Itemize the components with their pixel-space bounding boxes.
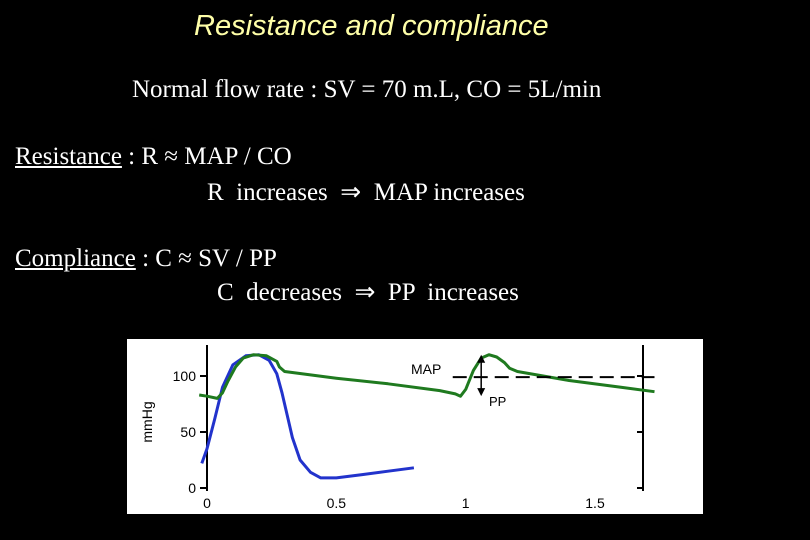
x-tick-label: 1 xyxy=(461,495,470,511)
resistance-formula: : R ≈ MAP / CO xyxy=(121,143,292,170)
compliance-term: Compliance xyxy=(15,245,136,272)
compliance-consequence: C decreases ⇒ PP increases xyxy=(217,279,519,306)
resistance-term: Resistance xyxy=(15,143,122,170)
compliance-formula: : C ≈ SV / PP xyxy=(135,245,277,272)
y-tick-label: 100 xyxy=(172,368,196,384)
x-tick-label: 0.5 xyxy=(326,495,347,511)
flow-rate-subtitle: Normal flow rate : SV = 70 m.L, CO = 5L/min xyxy=(132,76,602,103)
y-tick-label: 0 xyxy=(188,480,196,496)
y-tick-label: 50 xyxy=(180,424,196,440)
resistance-consequence: R increases ⇒ MAP increases xyxy=(207,179,525,206)
y-axis-label: mmHg xyxy=(139,401,155,443)
map-label: MAP xyxy=(411,361,442,377)
x-tick-label: 0 xyxy=(203,495,211,511)
pp-label: PP xyxy=(489,394,507,409)
slide-title: Resistance and compliance xyxy=(194,10,549,42)
x-tick-label: 1.5 xyxy=(585,495,605,511)
